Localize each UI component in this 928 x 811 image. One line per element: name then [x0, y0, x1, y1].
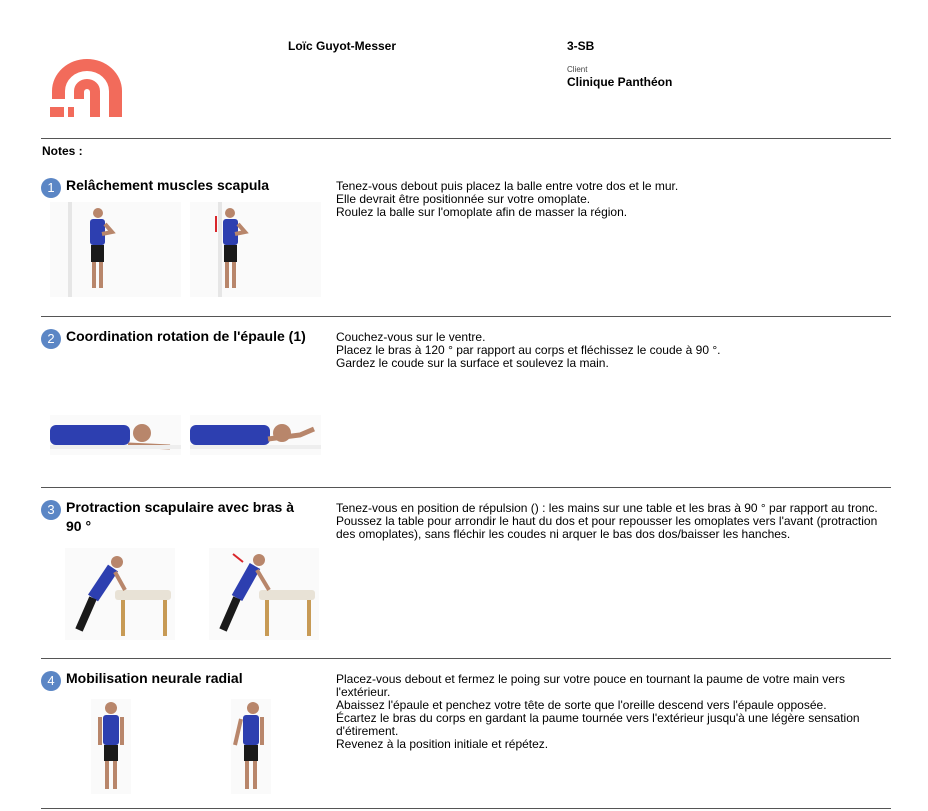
- program-code: 3-SB: [567, 39, 595, 53]
- exercise-illustration: [231, 699, 271, 794]
- wall-standing-figure-icon: [50, 202, 181, 297]
- instruction-line: Écartez le bras du corps en gardant la paume tournée vers l'extérieur jusqu'à une légère sensation d'étirement.: [336, 711, 860, 738]
- exercise-illustration: [50, 415, 181, 455]
- instruction-line: Poussez la table pour arrondir le haut du dos et pour repousser les omoplates vers l'avant (protraction des omoplates), sans fléchir les coudes ni arquer le bas dos dos/baisser les hanches.: [336, 514, 878, 541]
- clinic-logo-icon: [46, 55, 128, 119]
- exercise-title: Coordination rotation de l'épaule (1): [66, 328, 306, 344]
- exercise-instructions: [336, 180, 891, 219]
- section-divider: [41, 658, 891, 659]
- lying-prone-figure-icon: [190, 415, 321, 455]
- exercise-title: Protraction scapulaire avec bras à 90 °: [66, 499, 294, 534]
- instruction-line: Couchez-vous sur le ventre.: [336, 330, 486, 344]
- therapist-name: Loïc Guyot-Messer: [288, 39, 397, 53]
- exercise-number-badge: 2: [41, 329, 61, 349]
- instruction-line: Placez-vous debout et fermez le poing sur votre pouce en tournant la paume de votre main vers l'extérieur.: [336, 672, 845, 699]
- lying-prone-figure-icon: [50, 415, 181, 455]
- header-divider: [41, 138, 891, 139]
- instruction-line: Elle devrait être positionnée sur votre omoplate.: [336, 192, 591, 206]
- exercise-number-badge: 4: [41, 671, 61, 691]
- table-pushup-figure-icon: [65, 548, 175, 640]
- instruction-line: Revenez à la position initiale et répétez.: [336, 737, 549, 751]
- exercise-instructions: [336, 673, 891, 751]
- exercise-illustration: [209, 548, 319, 640]
- notes-label: Notes :: [42, 144, 83, 158]
- instruction-line: Abaissez l'épaule et penchez votre tête de sorte que l'oreille descend vers l'épaule opposée.: [336, 698, 827, 712]
- client-label: Client: [567, 65, 588, 74]
- exercise-instructions: [336, 331, 891, 370]
- instruction-line: Tenez-vous en position de répulsion () : les mains sur une table et les bras à 90 ° par rapport au tronc.: [336, 501, 878, 515]
- exercise-number-badge: 1: [41, 178, 61, 198]
- exercise-illustration: [190, 415, 321, 455]
- exercise-title: Relâchement muscles scapula: [66, 177, 270, 193]
- exercise-illustration: [65, 548, 175, 640]
- instruction-line: Placez le bras à 120 ° par rapport au corps et fléchissez le coude à 90 °.: [336, 343, 721, 357]
- standing-figure-icon: [91, 699, 131, 794]
- clinic-logo: [46, 55, 128, 119]
- table-pushup-figure-icon: [209, 548, 319, 640]
- exercise-instructions: [336, 502, 891, 541]
- exercise-4: [41, 669, 891, 804]
- instruction-line: Roulez la balle sur l'omoplate afin de masser la région.: [336, 205, 628, 219]
- exercise-3: [41, 498, 891, 653]
- section-divider: [41, 487, 891, 488]
- client-name: Clinique Panthéon: [567, 75, 673, 89]
- standing-figure-icon: [231, 699, 271, 794]
- instruction-line: Gardez le coude sur la surface et soulevez la main.: [336, 356, 609, 370]
- exercise-illustration: [50, 202, 181, 297]
- exercise-number-badge: 3: [41, 500, 61, 520]
- exercise-1: [41, 176, 891, 311]
- exercise-title: Mobilisation neurale radial: [66, 670, 243, 686]
- exercise-illustration: [91, 699, 131, 794]
- exercise-illustration: [190, 202, 321, 297]
- wall-standing-figure-icon: [190, 202, 321, 297]
- exercise-2: [41, 327, 891, 482]
- section-divider: [41, 808, 891, 809]
- section-divider: [41, 316, 891, 317]
- instruction-line: Tenez-vous debout puis placez la balle entre votre dos et le mur.: [336, 179, 679, 193]
